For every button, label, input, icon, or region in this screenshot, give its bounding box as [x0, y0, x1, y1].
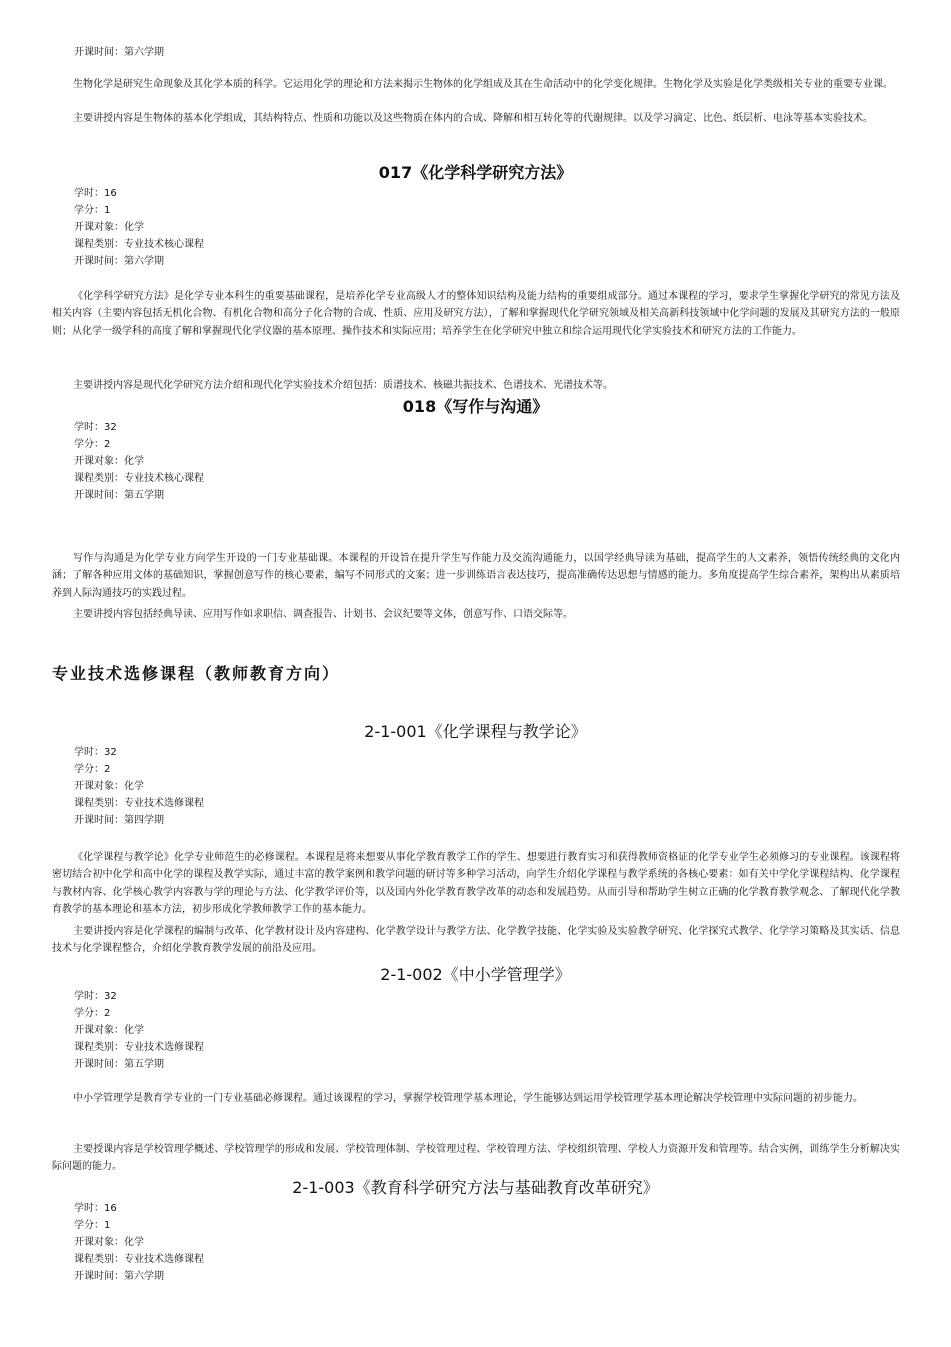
course-title-017: 017《化学科学研究方法》 [378, 163, 573, 182]
course-target: 开课对象：化学 [74, 1237, 144, 1248]
course-time: 开课时间：第六学期 [74, 47, 164, 58]
course-content-2-1-001: 主要讲授内容是化学课程的编制与改革、化学教材设计及内容建构、化学教学设计与教学方法、化学教学技能、化学实验及实验教学研究、化学探究式教学、化学学习策略及其实话、信息技术与化学课程整合，介绍化学教育教学发展的前沿及应用。 [52, 926, 900, 955]
course-description: 生物化学是研究生命现象及其化学本质的科学。它运用化学的理论和方法来揭示生物体的化学组成及其在生命活动中的化学变化规律。生物化学及实验是化学类级相关专业的重要专业课。 [73, 79, 893, 90]
course-hours: 学时：32 [74, 422, 117, 433]
course-meta-017 [74, 185, 204, 270]
course-category: 课程类别：专业技术选修课程 [74, 798, 204, 809]
course-category: 课程类别：专业技术选修课程 [74, 1042, 204, 1053]
section-heading: 专业技术选修课程（教师教育方向） [52, 664, 341, 683]
course-meta-018 [74, 419, 204, 504]
course-description-017: 《化学科学研究方法》是化学专业本科生的重要基础课程，是培养化学专业高级人才的整体知识结构及能力结构的重要组成部分。通过本课程的学习，要求学生掌握化学研究的常见方法及相关内容（主要内容包括无机化合物、有机化合物和高分子化合物的合成、性质、应用及研究方法），了解和掌握现代化学研究领域及相关高新科技领域中化学问题的发展及其研究方法的一般原则；从化学一级学科的高度了解和掌握现代化学仪器的基本原理、操作技术和实际应用；培养学生在化学研究中独立和综合运用现代化学实验技术和研究方法的工作能力。 [52, 291, 900, 337]
course-title-018: 018《写作与沟通》 [402, 397, 549, 416]
course-hours: 学时：16 [74, 188, 117, 199]
course-meta-2-1-003 [74, 1200, 204, 1285]
course-credits: 学分：2 [74, 764, 111, 775]
course-category: 课程类别：专业技术选修课程 [74, 1254, 204, 1265]
course-time: 开课时间：第五学期 [74, 1059, 164, 1070]
course-hours: 学时：32 [74, 991, 117, 1002]
course-target: 开课对象：化学 [74, 781, 144, 792]
course-credits: 学分：2 [74, 1008, 111, 1019]
course-meta-2-1-001 [74, 744, 204, 829]
course-credits: 学分：2 [74, 439, 111, 450]
course-title-2-1-002: 2-1-002《中小学管理学》 [380, 965, 571, 984]
course-category: 课程类别：专业技术核心课程 [74, 239, 204, 250]
course-description-018: 写作与沟通是为化学专业方向学生开设的一门专业基础课。本课程的开设旨在提升学生写作能力及交流沟通能力，以国学经典导读为基础，提高学生的人文素养，领悟传统经典的文化内涵；了解各种应用文体的基础知识，掌握创意写作的核心要素，编写不同形式的文案；进一步训练语言表达技巧，提高准确传达思想与情感的能力。多角度提高学生综合素养，架构出从素质培养到人际沟通技巧的实践过程。 [52, 553, 900, 599]
course-time: 开课时间：第六学期 [74, 1271, 164, 1282]
course-description-2-1-002: 中小学管理学是教育学专业的一门专业基础必修课程。通过该课程的学习，掌握学校管理学基本理论，学生能够达到运用学校管理学基本理论解决学校管理中实际问题的初步能力。 [73, 1093, 863, 1104]
course-target: 开课对象：化学 [74, 222, 144, 233]
course-category: 课程类别：专业技术核心课程 [74, 473, 204, 484]
course-title-2-1-001: 2-1-001《化学课程与教学论》 [364, 722, 587, 741]
course-content: 主要讲授内容是生物体的基本化学组成，其结构特点、性质和功能以及这些物质在体内的合成、降解和相互转化等的代谢规律。以及学习滴定、比色、纸层析、电泳等基本实验技术。 [73, 113, 873, 124]
course-content-018: 主要讲授内容包括经典导读、应用写作如求职信、调查报告、计划书、会议纪要等文体，创意写作、口语交际等。 [73, 609, 573, 620]
course-meta-2-1-002 [74, 988, 204, 1073]
course-time: 开课时间：第四学期 [74, 815, 164, 826]
course-content-2-1-002: 主要授课内容是学校管理学概述、学校管理学的形成和发展、学校管理体制、学校管理过程、学校管理方法、学校组织管理、学校人力资源开发和管理等。结合实例，训练学生分析解决实际问题的能力。 [52, 1144, 900, 1173]
course-time: 开课时间：第五学期 [74, 490, 164, 501]
course-credits: 学分：1 [74, 1220, 111, 1231]
course-target: 开课对象：化学 [74, 1025, 144, 1036]
course-time: 开课时间：第六学期 [74, 256, 164, 267]
course-hours: 学时：16 [74, 1203, 117, 1214]
course-content-017: 主要讲授内容是现代化学研究方法介绍和现代化学实验技术介绍包括：质谱技术、核磁共振技术、色谱技术、光谱技术等。 [73, 380, 613, 391]
course-credits: 学分：1 [74, 205, 111, 216]
course-hours: 学时：32 [74, 747, 117, 758]
course-title-2-1-003: 2-1-003《教育科学研究方法与基础教育改革研究》 [292, 1178, 659, 1197]
course-meta [74, 44, 164, 61]
course-target: 开课对象：化学 [74, 456, 144, 467]
course-description-2-1-001: 《化学课程与教学论》化学专业师范生的必修课程。本课程是将来想要从事化学教育教学工作的学生、想要进行教育实习和获得教师资格证的化学专业学生必须修习的专业课程。该课程将密切结合初中化学和高中化学的课程及教学实际，通过丰富的教学案例和教学问题的研讨等多种学习活动，向学生介绍化学课程与教学系统的各核心要素：如有关中学化学课程结构、化学课程与教材内容、化学核心教学内容教与学的理论与方法、化学教学评价等，以及国内外化学教育教学改革的动态和发展趋势。从而引导和帮助学生树立正确的化学教育教学观念、了解现代化学教育教学的基本理论和基本方法，初步形成化学教师教学工作的基本能力。 [52, 852, 900, 916]
